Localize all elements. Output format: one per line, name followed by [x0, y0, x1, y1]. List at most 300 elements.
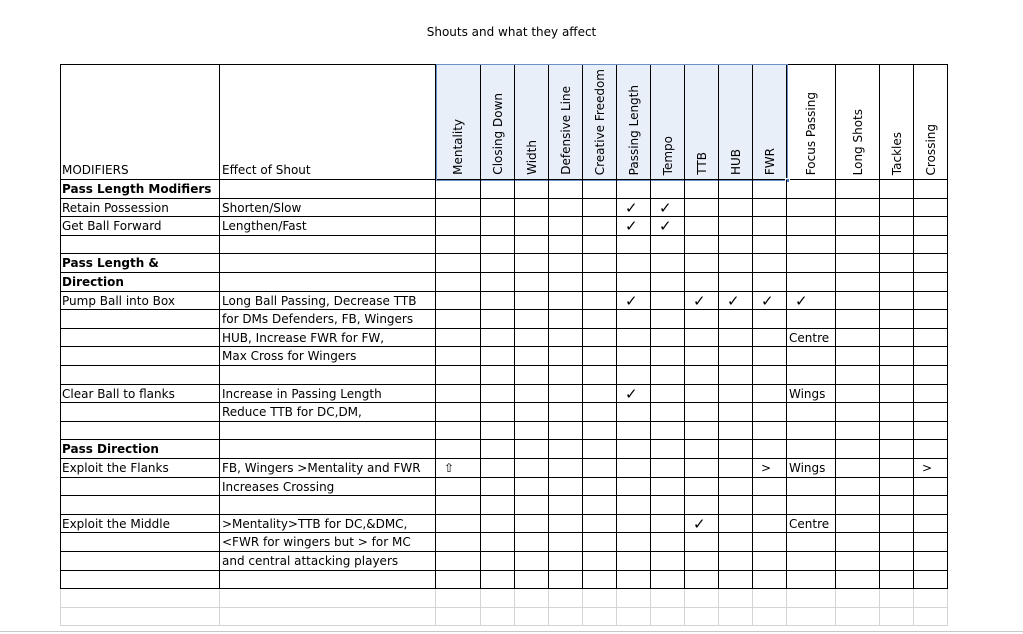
attribute-cell[interactable] — [481, 515, 515, 534]
attribute-cell[interactable] — [880, 403, 914, 422]
check-mark[interactable]: ✓ — [719, 292, 753, 311]
attribute-cell[interactable] — [436, 403, 481, 422]
effect-cell[interactable] — [220, 366, 436, 385]
attribute-cell[interactable] — [685, 496, 719, 515]
attribute-cell[interactable] — [685, 478, 719, 497]
attribute-cell[interactable] — [880, 329, 914, 348]
attribute-cell[interactable] — [481, 478, 515, 497]
attribute-cell[interactable] — [880, 180, 914, 199]
attribute-cell[interactable] — [914, 422, 948, 441]
attribute-cell[interactable] — [583, 496, 617, 515]
modifier-cell[interactable]: Exploit the Flanks — [60, 459, 220, 478]
column-header-ttb[interactable] — [685, 64, 719, 180]
attribute-cell[interactable] — [583, 478, 617, 497]
attribute-cell[interactable] — [651, 273, 685, 292]
attribute-cell[interactable] — [753, 533, 787, 552]
check-mark[interactable]: ✓ — [617, 292, 651, 311]
attribute-cell[interactable] — [583, 310, 617, 329]
modifier-cell[interactable] — [60, 496, 220, 515]
empty-cell[interactable] — [719, 589, 753, 608]
attribute-cell[interactable] — [880, 571, 914, 590]
attribute-cell[interactable] — [617, 310, 651, 329]
attribute-cell[interactable] — [436, 366, 481, 385]
empty-cell[interactable] — [549, 589, 583, 608]
attribute-cell[interactable] — [583, 273, 617, 292]
empty-cell[interactable] — [685, 589, 719, 608]
attribute-cell[interactable] — [583, 440, 617, 459]
attribute-cell[interactable] — [753, 347, 787, 366]
column-header-fwr[interactable] — [753, 64, 787, 180]
attribute-cell[interactable] — [651, 329, 685, 348]
attribute-cell[interactable] — [719, 180, 753, 199]
attribute-cell[interactable] — [685, 366, 719, 385]
attribute-cell[interactable] — [651, 515, 685, 534]
attribute-cell[interactable] — [836, 533, 880, 552]
attribute-cell[interactable] — [515, 403, 549, 422]
modifier-cell[interactable] — [60, 552, 220, 571]
attribute-cell[interactable] — [549, 310, 583, 329]
attribute-cell[interactable] — [836, 459, 880, 478]
attribute-cell[interactable] — [719, 329, 753, 348]
attribute-cell[interactable] — [685, 552, 719, 571]
effect-cell[interactable] — [220, 440, 436, 459]
column-header-crossing[interactable] — [914, 64, 948, 180]
attribute-cell[interactable] — [436, 552, 481, 571]
attribute-cell[interactable] — [481, 236, 515, 255]
attribute-cell[interactable] — [719, 533, 753, 552]
attribute-cell[interactable] — [880, 533, 914, 552]
attribute-cell[interactable] — [753, 217, 787, 236]
column-header-focus-passing[interactable] — [787, 64, 836, 180]
modifier-cell[interactable] — [60, 366, 220, 385]
focus-value[interactable]: Wings — [787, 459, 836, 478]
attribute-cell[interactable] — [617, 347, 651, 366]
attribute-cell[interactable] — [651, 180, 685, 199]
attribute-cell[interactable] — [719, 217, 753, 236]
attribute-cell[interactable] — [787, 273, 836, 292]
attribute-cell[interactable] — [515, 459, 549, 478]
attribute-cell[interactable] — [651, 478, 685, 497]
empty-cell[interactable] — [685, 608, 719, 627]
attribute-cell[interactable] — [836, 422, 880, 441]
attribute-cell[interactable] — [787, 366, 836, 385]
attribute-cell[interactable] — [719, 273, 753, 292]
attribute-cell[interactable] — [685, 533, 719, 552]
attribute-cell[interactable] — [787, 347, 836, 366]
attribute-cell[interactable] — [515, 515, 549, 534]
effect-cell[interactable]: Shorten/Slow — [220, 199, 436, 218]
attribute-cell[interactable] — [583, 403, 617, 422]
empty-cell[interactable] — [220, 589, 436, 608]
column-header-hub[interactable] — [719, 64, 753, 180]
effect-cell[interactable] — [220, 236, 436, 255]
check-mark[interactable]: ✓ — [685, 515, 719, 534]
attribute-cell[interactable] — [549, 366, 583, 385]
attribute-cell[interactable] — [685, 310, 719, 329]
attribute-cell[interactable] — [787, 217, 836, 236]
attribute-cell[interactable] — [515, 217, 549, 236]
effect-cell[interactable]: Max Cross for Wingers — [220, 347, 436, 366]
attribute-cell[interactable] — [617, 403, 651, 422]
attribute-cell[interactable] — [914, 366, 948, 385]
attribute-cell[interactable] — [685, 422, 719, 441]
check-mark[interactable]: ✓ — [617, 199, 651, 218]
attribute-cell[interactable] — [549, 478, 583, 497]
attribute-cell[interactable] — [880, 459, 914, 478]
attribute-cell[interactable] — [436, 199, 481, 218]
attribute-cell[interactable] — [515, 440, 549, 459]
column-header-defensive-line[interactable] — [549, 64, 583, 180]
attribute-cell[interactable] — [753, 422, 787, 441]
column-header-long-shots[interactable] — [836, 64, 880, 180]
attribute-cell[interactable] — [914, 180, 948, 199]
attribute-cell[interactable] — [719, 552, 753, 571]
attribute-cell[interactable] — [914, 385, 948, 404]
attribute-cell[interactable] — [583, 347, 617, 366]
mark-symbol[interactable]: ⇧ — [436, 459, 481, 478]
attribute-cell[interactable] — [515, 571, 549, 590]
empty-cell[interactable] — [880, 608, 914, 627]
attribute-cell[interactable] — [914, 496, 948, 515]
attribute-cell[interactable] — [549, 199, 583, 218]
attribute-cell[interactable] — [481, 180, 515, 199]
attribute-cell[interactable] — [617, 366, 651, 385]
attribute-cell[interactable] — [515, 552, 549, 571]
attribute-cell[interactable] — [583, 515, 617, 534]
attribute-cell[interactable] — [914, 533, 948, 552]
focus-value[interactable]: Centre — [787, 515, 836, 534]
check-mark[interactable]: ✓ — [787, 292, 836, 311]
attribute-cell[interactable] — [549, 329, 583, 348]
effect-cell[interactable]: for DMs Defenders, FB, Wingers — [220, 310, 436, 329]
attribute-cell[interactable] — [481, 217, 515, 236]
attribute-cell[interactable] — [549, 217, 583, 236]
empty-cell[interactable] — [220, 608, 436, 627]
attribute-cell[interactable] — [836, 552, 880, 571]
attribute-cell[interactable] — [515, 236, 549, 255]
attribute-cell[interactable] — [719, 347, 753, 366]
attribute-cell[interactable] — [436, 236, 481, 255]
effect-cell[interactable] — [220, 422, 436, 441]
attribute-cell[interactable] — [836, 292, 880, 311]
effect-cell[interactable]: Reduce TTB for DC,DM, — [220, 403, 436, 422]
modifier-cell[interactable]: Direction — [60, 273, 220, 292]
attribute-cell[interactable] — [549, 180, 583, 199]
attribute-cell[interactable] — [914, 236, 948, 255]
attribute-cell[interactable] — [836, 385, 880, 404]
attribute-cell[interactable] — [753, 180, 787, 199]
attribute-cell[interactable] — [651, 403, 685, 422]
attribute-cell[interactable] — [880, 422, 914, 441]
attribute-cell[interactable] — [436, 292, 481, 311]
check-mark[interactable]: ✓ — [617, 385, 651, 404]
attribute-cell[interactable] — [753, 273, 787, 292]
empty-cell[interactable] — [583, 589, 617, 608]
attribute-cell[interactable] — [617, 459, 651, 478]
attribute-cell[interactable] — [685, 403, 719, 422]
attribute-cell[interactable] — [515, 310, 549, 329]
attribute-cell[interactable] — [836, 236, 880, 255]
attribute-cell[interactable] — [719, 403, 753, 422]
empty-cell[interactable] — [60, 589, 220, 608]
modifier-cell[interactable]: Pass Direction — [60, 440, 220, 459]
empty-cell[interactable] — [914, 589, 948, 608]
modifier-cell[interactable]: Exploit the Middle — [60, 515, 220, 534]
attribute-cell[interactable] — [914, 347, 948, 366]
attribute-cell[interactable] — [481, 199, 515, 218]
attribute-cell[interactable] — [549, 440, 583, 459]
empty-cell[interactable] — [515, 589, 549, 608]
attribute-cell[interactable] — [719, 440, 753, 459]
attribute-cell[interactable] — [651, 496, 685, 515]
attribute-cell[interactable] — [787, 478, 836, 497]
attribute-cell[interactable] — [836, 347, 880, 366]
attribute-cell[interactable] — [436, 478, 481, 497]
attribute-cell[interactable] — [515, 347, 549, 366]
attribute-cell[interactable] — [719, 366, 753, 385]
attribute-cell[interactable] — [549, 347, 583, 366]
attribute-cell[interactable] — [436, 385, 481, 404]
attribute-cell[interactable] — [549, 496, 583, 515]
modifier-cell[interactable] — [60, 422, 220, 441]
attribute-cell[interactable] — [787, 180, 836, 199]
effect-cell[interactable]: Lengthen/Fast — [220, 217, 436, 236]
attribute-cell[interactable] — [836, 329, 880, 348]
attribute-cell[interactable] — [753, 385, 787, 404]
effect-cell[interactable]: <FWR for wingers but > for MC — [220, 533, 436, 552]
attribute-cell[interactable] — [436, 310, 481, 329]
effect-cell[interactable]: and central attacking players — [220, 552, 436, 571]
attribute-cell[interactable] — [914, 440, 948, 459]
attribute-cell[interactable] — [719, 310, 753, 329]
attribute-cell[interactable] — [481, 385, 515, 404]
modifier-cell[interactable]: Pump Ball into Box — [60, 292, 220, 311]
header-modifiers-cell[interactable] — [60, 64, 220, 180]
attribute-cell[interactable] — [651, 571, 685, 590]
attribute-cell[interactable] — [880, 366, 914, 385]
empty-cell[interactable] — [481, 589, 515, 608]
effect-cell[interactable]: >Mentality>TTB for DC,&DMC, — [220, 515, 436, 534]
attribute-cell[interactable] — [719, 236, 753, 255]
attribute-cell[interactable] — [914, 292, 948, 311]
attribute-cell[interactable] — [617, 236, 651, 255]
header-effect-cell[interactable] — [220, 64, 436, 180]
effect-cell[interactable] — [220, 180, 436, 199]
attribute-cell[interactable] — [753, 310, 787, 329]
attribute-cell[interactable] — [617, 478, 651, 497]
attribute-cell[interactable] — [914, 478, 948, 497]
attribute-cell[interactable] — [787, 422, 836, 441]
effect-cell[interactable]: Long Ball Passing, Decrease TTB — [220, 292, 436, 311]
attribute-cell[interactable] — [719, 515, 753, 534]
attribute-cell[interactable] — [436, 440, 481, 459]
attribute-cell[interactable] — [515, 254, 549, 273]
attribute-cell[interactable] — [583, 254, 617, 273]
attribute-cell[interactable] — [617, 515, 651, 534]
attribute-cell[interactable] — [436, 515, 481, 534]
mark-symbol[interactable]: > — [753, 459, 787, 478]
attribute-cell[interactable] — [753, 403, 787, 422]
attribute-cell[interactable] — [914, 310, 948, 329]
empty-cell[interactable] — [836, 589, 880, 608]
attribute-cell[interactable] — [617, 180, 651, 199]
column-header-width[interactable] — [515, 64, 549, 180]
attribute-cell[interactable] — [836, 478, 880, 497]
empty-cell[interactable] — [753, 589, 787, 608]
empty-cell[interactable] — [436, 589, 481, 608]
modifier-cell[interactable] — [60, 403, 220, 422]
attribute-cell[interactable] — [787, 310, 836, 329]
attribute-cell[interactable] — [880, 254, 914, 273]
attribute-cell[interactable] — [914, 571, 948, 590]
attribute-cell[interactable] — [787, 440, 836, 459]
attribute-cell[interactable] — [481, 496, 515, 515]
attribute-cell[interactable] — [617, 571, 651, 590]
attribute-cell[interactable] — [836, 366, 880, 385]
attribute-cell[interactable] — [719, 422, 753, 441]
attribute-cell[interactable] — [685, 236, 719, 255]
attribute-cell[interactable] — [914, 217, 948, 236]
focus-value[interactable]: Centre — [787, 329, 836, 348]
attribute-cell[interactable] — [515, 273, 549, 292]
attribute-cell[interactable] — [549, 515, 583, 534]
attribute-cell[interactable] — [685, 571, 719, 590]
attribute-cell[interactable] — [880, 273, 914, 292]
attribute-cell[interactable] — [549, 385, 583, 404]
attribute-cell[interactable] — [836, 403, 880, 422]
attribute-cell[interactable] — [836, 273, 880, 292]
attribute-cell[interactable] — [651, 292, 685, 311]
attribute-cell[interactable] — [787, 403, 836, 422]
attribute-cell[interactable] — [481, 440, 515, 459]
empty-cell[interactable] — [651, 589, 685, 608]
effect-cell[interactable] — [220, 571, 436, 590]
attribute-cell[interactable] — [651, 552, 685, 571]
attribute-cell[interactable] — [880, 515, 914, 534]
attribute-cell[interactable] — [436, 347, 481, 366]
attribute-cell[interactable] — [753, 366, 787, 385]
attribute-cell[interactable] — [481, 329, 515, 348]
attribute-cell[interactable] — [685, 440, 719, 459]
effect-cell[interactable]: HUB, Increase FWR for FW, — [220, 329, 436, 348]
focus-value[interactable]: Wings — [787, 385, 836, 404]
attribute-cell[interactable] — [787, 533, 836, 552]
attribute-cell[interactable] — [719, 459, 753, 478]
attribute-cell[interactable] — [836, 217, 880, 236]
attribute-cell[interactable] — [651, 310, 685, 329]
attribute-cell[interactable] — [685, 385, 719, 404]
attribute-cell[interactable] — [836, 199, 880, 218]
attribute-cell[interactable] — [753, 329, 787, 348]
attribute-cell[interactable] — [481, 347, 515, 366]
attribute-cell[interactable] — [880, 496, 914, 515]
attribute-cell[interactable] — [685, 459, 719, 478]
attribute-cell[interactable] — [836, 496, 880, 515]
attribute-cell[interactable] — [753, 254, 787, 273]
modifier-cell[interactable]: Get Ball Forward — [60, 217, 220, 236]
column-header-mentality[interactable] — [436, 64, 481, 180]
column-header-passing-length[interactable] — [617, 64, 651, 180]
attribute-cell[interactable] — [617, 552, 651, 571]
empty-cell[interactable] — [436, 608, 481, 627]
attribute-cell[interactable] — [685, 180, 719, 199]
empty-cell[interactable] — [836, 608, 880, 627]
attribute-cell[interactable] — [583, 422, 617, 441]
attribute-cell[interactable] — [515, 422, 549, 441]
attribute-cell[interactable] — [651, 236, 685, 255]
attribute-cell[interactable] — [651, 254, 685, 273]
attribute-cell[interactable] — [753, 515, 787, 534]
attribute-cell[interactable] — [481, 571, 515, 590]
mark-symbol[interactable]: > — [914, 459, 948, 478]
empty-cell[interactable] — [515, 608, 549, 627]
effect-cell[interactable]: FB, Wingers >Mentality and FWR — [220, 459, 436, 478]
attribute-cell[interactable] — [880, 478, 914, 497]
column-header-tackles[interactable] — [880, 64, 914, 180]
attribute-cell[interactable] — [787, 571, 836, 590]
modifier-cell[interactable]: Pass Length Modifiers — [60, 180, 220, 199]
attribute-cell[interactable] — [549, 236, 583, 255]
modifier-cell[interactable]: Clear Ball to flanks — [60, 385, 220, 404]
attribute-cell[interactable] — [617, 440, 651, 459]
attribute-cell[interactable] — [787, 236, 836, 255]
empty-cell[interactable] — [617, 608, 651, 627]
attribute-cell[interactable] — [515, 496, 549, 515]
attribute-cell[interactable] — [515, 385, 549, 404]
attribute-cell[interactable] — [685, 199, 719, 218]
modifier-cell[interactable] — [60, 533, 220, 552]
attribute-cell[interactable] — [583, 552, 617, 571]
attribute-cell[interactable] — [549, 273, 583, 292]
attribute-cell[interactable] — [583, 292, 617, 311]
column-header-closing-down[interactable] — [481, 64, 515, 180]
attribute-cell[interactable] — [481, 273, 515, 292]
attribute-cell[interactable] — [515, 329, 549, 348]
attribute-cell[interactable] — [515, 533, 549, 552]
attribute-cell[interactable] — [583, 366, 617, 385]
column-header-tempo[interactable] — [651, 64, 685, 180]
effect-cell[interactable]: Increase in Passing Length — [220, 385, 436, 404]
attribute-cell[interactable] — [753, 199, 787, 218]
attribute-cell[interactable] — [617, 254, 651, 273]
attribute-cell[interactable] — [549, 254, 583, 273]
attribute-cell[interactable] — [481, 533, 515, 552]
attribute-cell[interactable] — [583, 385, 617, 404]
attribute-cell[interactable] — [719, 385, 753, 404]
check-mark[interactable]: ✓ — [651, 199, 685, 218]
attribute-cell[interactable] — [481, 552, 515, 571]
attribute-cell[interactable] — [583, 199, 617, 218]
empty-cell[interactable] — [481, 608, 515, 627]
empty-cell[interactable] — [549, 608, 583, 627]
attribute-cell[interactable] — [719, 496, 753, 515]
attribute-cell[interactable] — [753, 496, 787, 515]
empty-cell[interactable] — [617, 589, 651, 608]
empty-cell[interactable] — [787, 589, 836, 608]
attribute-cell[interactable] — [481, 310, 515, 329]
effect-cell[interactable] — [220, 254, 436, 273]
modifier-cell[interactable]: Retain Possession — [60, 199, 220, 218]
attribute-cell[interactable] — [515, 292, 549, 311]
attribute-cell[interactable] — [753, 571, 787, 590]
attribute-cell[interactable] — [481, 459, 515, 478]
attribute-cell[interactable] — [549, 571, 583, 590]
attribute-cell[interactable] — [481, 292, 515, 311]
attribute-cell[interactable] — [880, 199, 914, 218]
attribute-cell[interactable] — [651, 459, 685, 478]
attribute-cell[interactable] — [651, 347, 685, 366]
attribute-cell[interactable] — [914, 199, 948, 218]
